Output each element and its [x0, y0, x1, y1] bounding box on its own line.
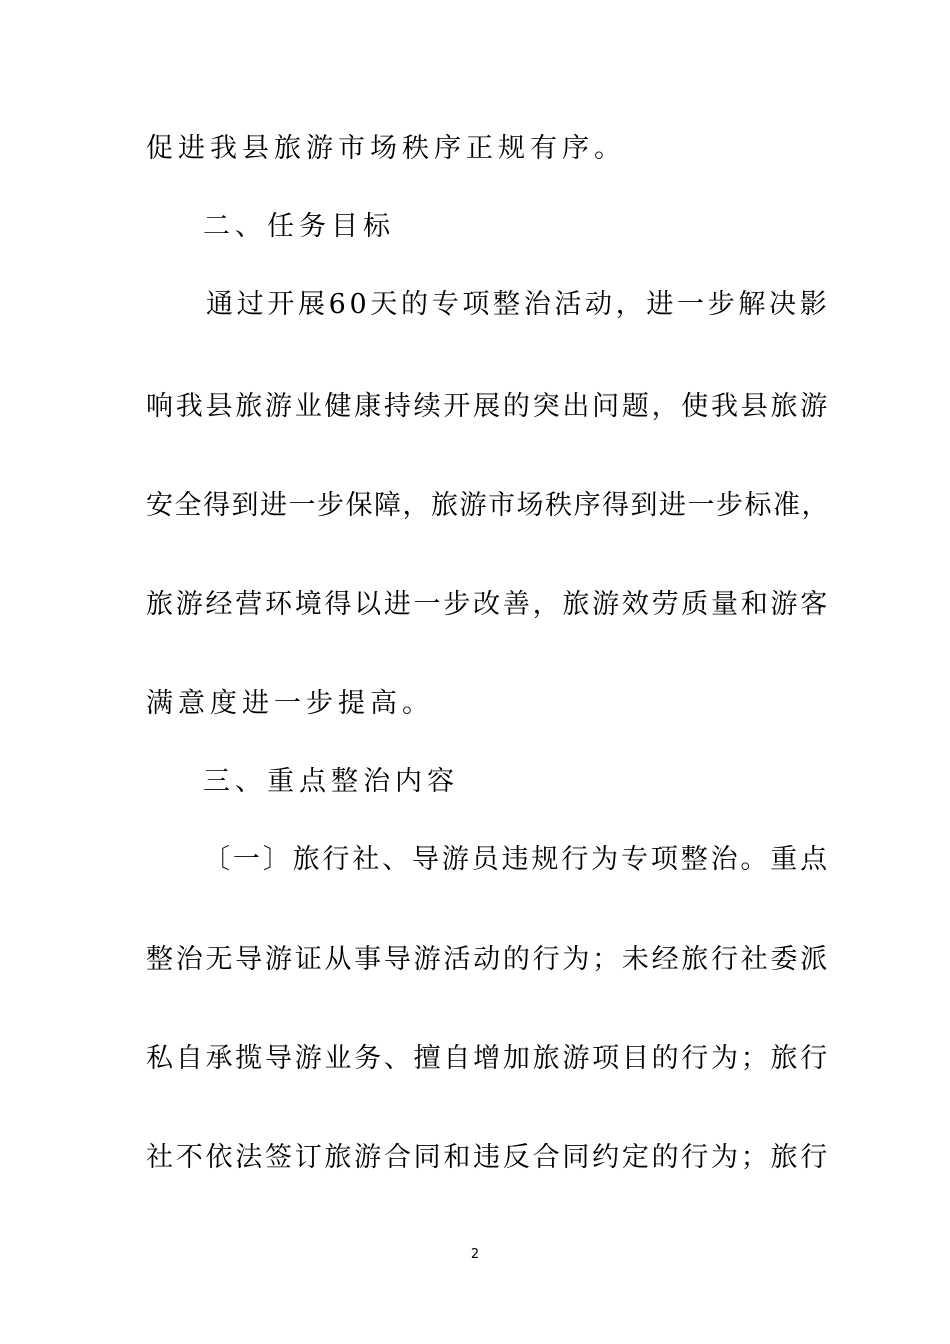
paragraph-line-6: 旅游经营环境得以进一步改善，旅游效劳质量和游客: [146, 589, 830, 620]
paragraph-line-9: 〔一〕旅行社、导游员违规行为专项整治。重点: [203, 844, 830, 875]
paragraph-line-3: 通过开展60天的专项整治活动，进一步解决影: [206, 289, 831, 320]
page-number: 2: [470, 1247, 480, 1262]
paragraph-line-7: 满意度进一步提高。: [146, 688, 434, 719]
paragraph-line-5: 安全得到进一步保障，旅游市场秩序得到进一步标准，: [146, 490, 830, 521]
paragraph-line-12: 社不依法签订旅游合同和违反合同约定的行为；旅行: [146, 1142, 830, 1173]
paragraph-line-11: 私自承揽导游业务、擅自增加旅游项目的行为；旅行: [146, 1043, 830, 1074]
paragraph-line-1: 促进我县旅游市场秩序正规有序。: [146, 133, 626, 164]
paragraph-line-10: 整治无导游证从事导游活动的行为；未经旅行社委派: [146, 944, 830, 975]
section-heading-key-content: 三、重点整治内容: [203, 766, 459, 797]
section-heading-task-goals: 二、任务目标: [203, 211, 395, 242]
paragraph-line-4: 响我县旅游业健康持续开展的突出问题，使我县旅游: [146, 391, 830, 422]
